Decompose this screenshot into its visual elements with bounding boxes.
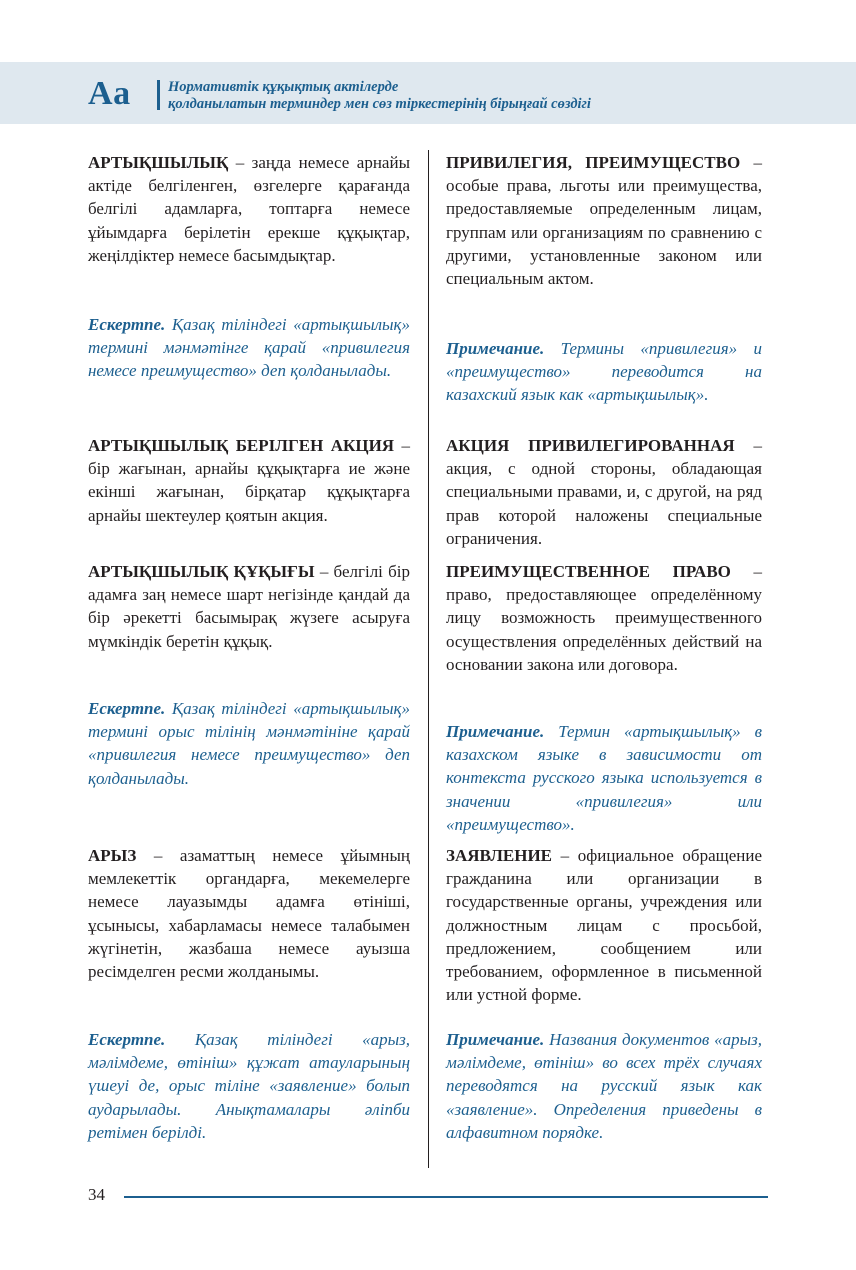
note-text: Қазақ тіліндегі «артықшылық» термині мәнмәтінге қарай «привилегия немесе преимущество» деп қолданылады. [88, 315, 410, 381]
header-divider [157, 80, 160, 110]
entry-ru-privilegiya [446, 151, 762, 290]
note-text: Термины «привилегия» и «преимущество» переводится на казахский язык как «артықшылық». [446, 339, 762, 405]
definition: – белгілі бір адамға заң немесе шарт негізінде қандай да бір әрекетті басымырақ жүзеге асыруға мүмкіндік беретін құқық. [88, 562, 410, 651]
note-label: Примечание. [446, 722, 545, 741]
definition: – официальное обращение гражданина или организации в государственные органы, учреждения или должностным лицам с просьбой, предложением, сообщением или требованием, оформленное в письменной или устной форме. [446, 846, 762, 1005]
entry-ru-preimushchestvennoe-pravo [446, 560, 762, 676]
column-divider [428, 150, 429, 1168]
term: АРЫЗ [88, 846, 137, 865]
section-letter: Аа [88, 75, 132, 112]
page-number: 34 [88, 1185, 105, 1204]
note-text: Названия документов «арыз, мәлімдеме, өтініш» во всех трёх случаях переводятся на русский язык как «заявление». Определения приведены в алфавитном порядке. [446, 1030, 762, 1142]
entry-kk-artyqshylyq-quqygy [88, 560, 410, 653]
note-label: Ескертпе. [88, 1030, 166, 1049]
definition: – право, предоставляющее определённому лицу возможность преимущественного осуществления определённых действий на основании закона или договора. [446, 562, 762, 674]
entry-kk-artyqshylyq [88, 151, 410, 267]
note-ru-2 [446, 720, 762, 836]
definition: – бір жағынан, арнайы құқықтарға ие және екінші жағынан, бірқатар құқықтарға арнайы шектеулер қоятын акция. [88, 436, 410, 525]
term: ПРЕИМУЩЕСТВЕННОЕ ПРАВО [446, 562, 731, 581]
entry-ru-zayavlenie [446, 844, 762, 1006]
term: АРТЫҚШЫЛЫҚ [88, 153, 229, 172]
running-title [168, 79, 591, 113]
definition: – особые права, льготы или преимущества, предоставляемые определенным лицам, группам или организациям по сравнению с другими, установленные законом или специальным актом. [446, 153, 762, 289]
term: АРТЫҚШЫЛЫҚ ҚҰҚЫҒЫ [88, 562, 315, 581]
running-title-line-1: Нормативтік құқықтық актілерде [168, 79, 399, 95]
note-ru-3 [446, 1028, 762, 1144]
note-ru-1 [446, 337, 762, 407]
note-kk-3 [88, 1028, 410, 1144]
note-kk-2 [88, 697, 410, 790]
note-label: Примечание. [446, 1030, 545, 1049]
note-text: Қазақ тіліндегі «артықшылық» термині орыс тілінің мәнмәтініне қарай «привилегия немесе преимущество» деп қолданылады. [88, 699, 410, 788]
entry-kk-artyqshylyq-berilgen-aktsiya [88, 434, 410, 527]
definition: – азаматтың немесе ұйымның мемлекеттік органдарға, мекемелерге немесе лауазымды адамға өтініші, ұсынысы, хабарламасы немесе талабымен жүгінетін, жазбаша немесе ауызша ресімделген ресми жолданымы. [88, 846, 410, 982]
entry-ru-aktsiya-privilegirovannaya [446, 434, 762, 550]
term: ПРИВИЛЕГИЯ, ПРЕИМУЩЕСТВО [446, 153, 741, 172]
note-label: Примечание. [446, 339, 545, 358]
note-text: Қазақ тіліндегі «арыз, мәлімдеме, өтініш» құжат атауларының үшеуі де, орыс тіліне «заявление» болып аударылады. Анықтамалары әліпби ретімен берілді. [88, 1030, 410, 1142]
term: АРТЫҚШЫЛЫҚ БЕРІЛГЕН АКЦИЯ [88, 436, 395, 455]
note-kk-1 [88, 313, 410, 383]
term: ЗАЯВЛЕНИЕ [446, 846, 553, 865]
footer-rule [124, 1196, 768, 1198]
note-label: Ескертпе. [88, 315, 166, 334]
note-label: Ескертпе. [88, 699, 166, 718]
note-text: Термин «артықшылық» в казахском языке в зависимости от контекста русского языка используется в значении «привилегия» или «преимущество». [446, 722, 762, 834]
entry-kk-aryz [88, 844, 410, 983]
definition: – заңда немесе арнайы актіде белгіленген, өзгелерге қарағанда белгілі адамларға, топтарға немесе ұйымдарға берілетін ерекше құқықтар, жеңілдіктер немесе басымдықтар. [88, 153, 410, 265]
running-title-line-2: қолданылатын терминдер мен сөз тіркестерінің бірыңғай сөздігі [168, 96, 591, 112]
definition: – акция, с одной стороны, обладающая специальными правами, и, с другой, на ряд прав которой наложены специальные ограничения. [446, 436, 762, 548]
term: АКЦИЯ ПРИВИЛЕГИРОВАННАЯ [446, 436, 735, 455]
